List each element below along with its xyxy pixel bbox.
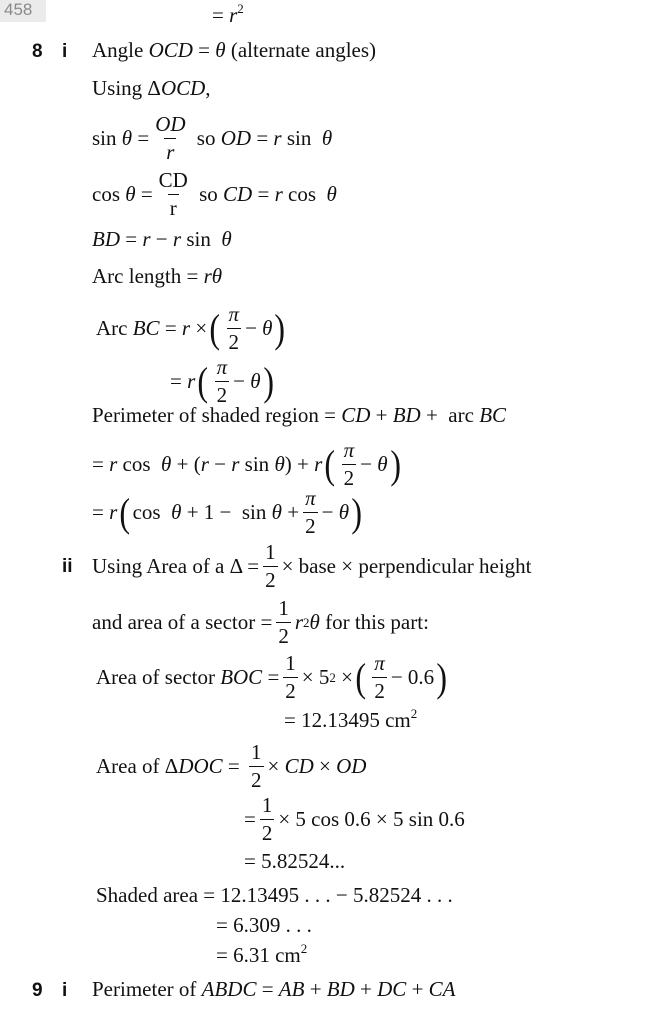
question-number-8: 8 — [32, 41, 43, 62]
equals-r-squared-line: = $r^2$ — [212, 1, 244, 27]
cos-theta-equation: cos θ = $\frac{CD}{r}$ so CD = r cos θ — [92, 168, 337, 220]
arc-bc-simplified: = r ( $\frac{\pi}{2}$ − θ ) — [170, 355, 274, 407]
perimeter-label-line: Perimeter of shaded region = CD + BD + arc BC — [92, 403, 507, 427]
bd-equation: BD = r − r sin θ — [92, 227, 232, 251]
area-sector-boc-line: Area of sector BOC = $\frac{1}{2}$ × 5 2 × ( $\frac{\pi}{2}$ − 0.6 ) — [96, 651, 448, 703]
area-triangle-formula-line: Using Area of a Δ = $\frac{1}{2}$ × base × perpendicular height — [92, 540, 532, 592]
perimeter-abdc-line: Perimeter of ABDC = AB + BD + DC + CA — [92, 977, 456, 1001]
page-number: 458 — [0, 0, 46, 22]
area-triangle-result: = 5.82524... — [244, 849, 346, 873]
arc-length-line: Arc length = rθ — [92, 264, 223, 288]
shaded-area-line: Shaded area = 12.13495 . . . − 5.82524 . . . — [96, 883, 453, 907]
arc-bc-equation: Arc BC = r × ( $\frac{\pi}{2}$ − θ ) — [96, 302, 286, 354]
part-label-9-i: i — [62, 980, 68, 1001]
question-number-9: 9 — [32, 980, 43, 1001]
sin-theta-equation: sin θ = $\frac{OD}{r}$ so OD = r sin θ — [92, 112, 333, 164]
area-triangle-substitution-line: = $\frac{1}{2}$ × 5 cos 0.6 × 5 sin 0.6 — [244, 793, 465, 845]
area-sector-formula-line: and area of a sector = $\frac{1}{2}$ r 2 θ for this part: — [92, 596, 429, 648]
part-label-ii: ii — [62, 556, 73, 577]
part-label-i: i — [62, 41, 68, 62]
area-triangle-doc-line: Area of Δ DOC = $\frac{1}{2}$ × CD × OD — [96, 740, 367, 792]
perimeter-factored-line: = r ( cos θ + 1 − sin θ + $\frac{\pi}{2}$ − θ ) — [92, 486, 363, 538]
alternate-angles-line: Angle OCD = θ (alternate angles) — [92, 38, 377, 62]
using-triangle-ocd-line: Using ΔOCD, — [92, 76, 211, 100]
shaded-area-final: = 6.31 $cm^2$ — [216, 941, 308, 967]
perimeter-expansion-line: = r cos θ + ( r − r sin θ ) + r ( $\frac{\pi}{2}$ − θ ) — [92, 438, 401, 490]
area-sector-result: = 12.13495 $cm^2$ — [284, 706, 418, 732]
shaded-area-step2: = 6.309 . . . — [216, 913, 312, 937]
